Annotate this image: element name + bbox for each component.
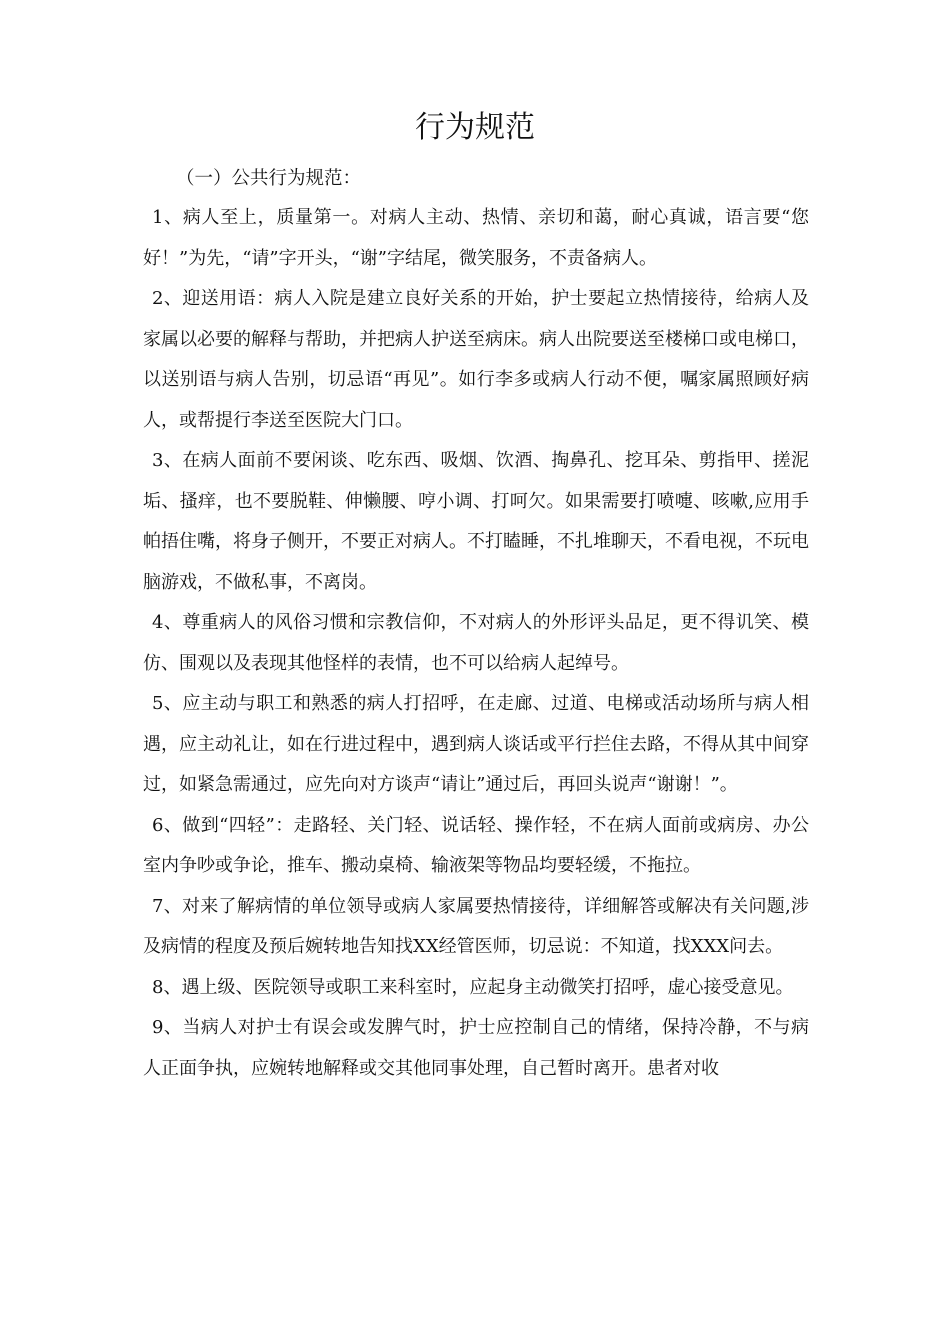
paragraph-5: 5、应主动与职工和熟悉的病人打招呼，在走廊、过道、电梯或活动场所与病人相遇，应主动礼让，如在行进过程中，遇到病人谈话或平行拦住去路，不得从其中间穿过，如紧急需通过，应先向对方谈声“请让”通过后，再回头说声“谢谢！”。 <box>143 693 809 795</box>
section-heading: （一）公共行为规范： <box>176 168 362 189</box>
paragraph-4: 4、尊重病人的风俗习惯和宗教信仰，不对病人的外形评头品足，更不得讥笑、模仿、围观以及表现其他怪样的表情，也不可以给病人起绰号。 <box>143 612 809 674</box>
document-title: 行为规范 <box>415 110 535 145</box>
paragraph-6: 6、做到“四轻”：走路轻、关门轻、说话轻、操作轻，不在病人面前或病房、办公室内争吵或争论，推车、搬动桌椅、输液架等物品均要轻缓，不拖拉。 <box>143 814 809 876</box>
paragraph-8: 8、遇上级、医院领导或职工来科室时，应起身主动微笑打招呼，虚心接受意见。 <box>152 976 794 998</box>
paragraph-9: 9、当病人对护士有误会或发脾气时，护士应控制自己的情绪，保持冷静，不与病人正面争执，应婉转地解释或交其他同事处理，自己暂时离开。患者对收 <box>143 1017 809 1079</box>
paragraph-2: 2、迎送用语：病人入院是建立良好关系的开始，护士要起立热情接待，给病人及家属以必要的解释与帮助，并把病人护送至病床。病人出院要送至楼梯口或电梯口，以送别语与病人告别，切忌语“再见”。如行李多或病人行动不便，嘱家属照顾好病人，或帮提行李送至医院大门口。 <box>143 288 809 431</box>
paragraph-7: 7、对来了解病情的单位领导或病人家属要热情接待，详细解答或解决有关问题,涉及病情的程度及预后婉转地告知找XX经管医师，切忌说：不知道，找XXX问去。 <box>143 895 809 957</box>
document-body <box>143 198 809 1089</box>
paragraph-1: 1、病人至上，质量第一。对病人主动、热情、亲切和蔼，耐心真诚，语言要“您好！”为先，“请”字开头，“谢”字结尾，微笑服务，不责备病人。 <box>143 207 809 269</box>
paragraph-3: 3、在病人面前不要闲谈、吃东西、吸烟、饮酒、掏鼻孔、挖耳朵、剪指甲、搓泥垢、搔痒，也不要脱鞋、伸懒腰、哼小调、打呵欠。如果需要打喷嚏、咳嗽,应用手帕捂住嘴，将身子侧开，不要正对病人。不打瞌睡，不扎堆聊天，不看电视，不玩电脑游戏，不做私事，不离岗。 <box>143 450 809 593</box>
